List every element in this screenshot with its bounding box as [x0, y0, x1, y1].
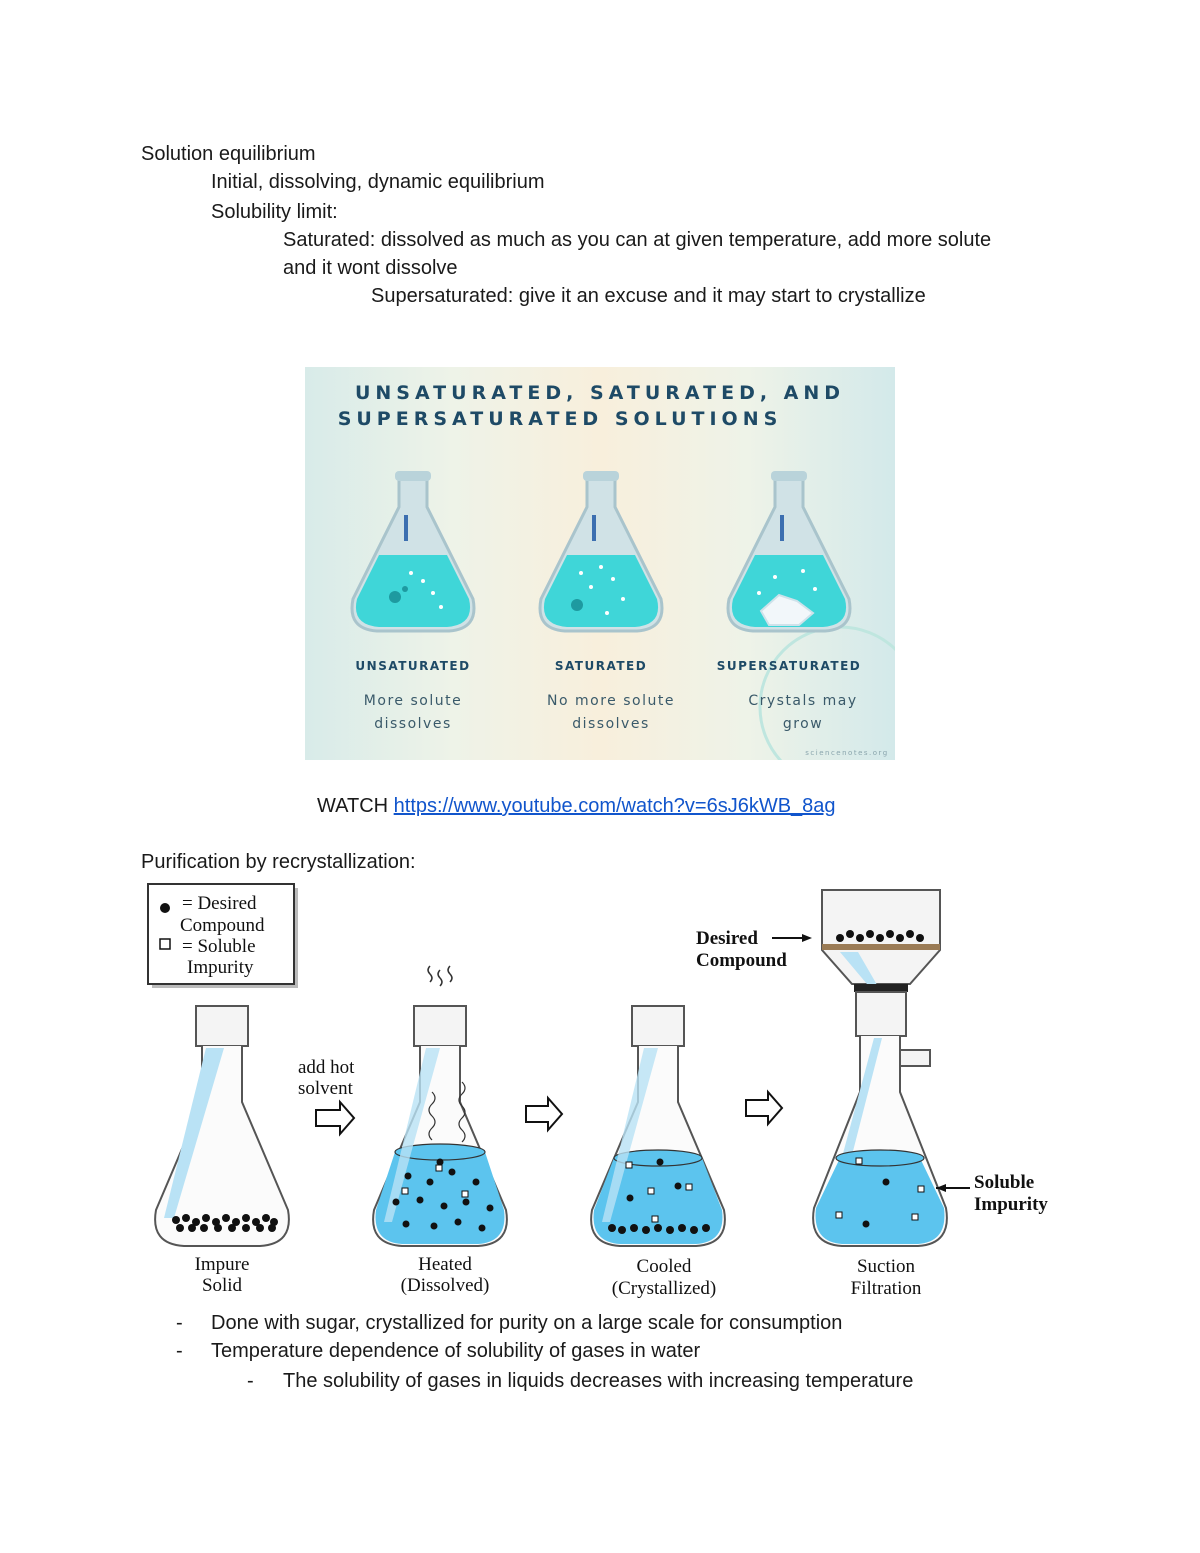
solutions-infographic — [305, 367, 895, 760]
legend-box — [148, 884, 298, 988]
legend-desired-2: Compound — [180, 915, 265, 936]
watch-label: WATCH — [317, 795, 389, 817]
flask-heated — [373, 966, 507, 1246]
bullet-marker: - — [176, 1340, 183, 1362]
flask-suction-filtration — [772, 890, 970, 1246]
bullet-marker: - — [247, 1370, 254, 1392]
flask-cooled — [591, 1006, 725, 1246]
step-3-label-1: Cooled — [636, 1256, 692, 1277]
saturated-desc-1: No more solute — [547, 693, 675, 709]
notes-line-supersaturated: Supersaturated: give it an excuse and it may start to crystallize — [371, 285, 926, 307]
legend-square-icon — [160, 939, 170, 949]
unsaturated-desc-2: dissolves — [374, 716, 452, 732]
notes-line-equilibrium: Initial, dissolving, dynamic equilibrium — [211, 171, 545, 193]
step-1-label-1: Impure — [194, 1254, 250, 1275]
legend-impurity-2: Impurity — [187, 957, 254, 978]
step-2-label-1: Heated — [418, 1254, 472, 1275]
desired-compound-label-2: Compound — [696, 950, 787, 971]
recrystallization-diagram — [140, 882, 1070, 1302]
watch-line — [317, 792, 836, 820]
supersaturated-label: SUPERSATURATED — [716, 659, 862, 673]
soluble-impurity-label-2: Impurity — [974, 1194, 1048, 1215]
notes-line-saturated: Saturated: dissolved as much as you can at given temperature, add more solute — [283, 229, 992, 251]
notes-heading: Solution equilibrium — [141, 143, 316, 165]
step-4-label-2: Filtration — [850, 1278, 922, 1299]
arrow-2-icon — [526, 1098, 562, 1130]
legend-desired-1: = Desired — [182, 893, 257, 914]
desired-compound-label-1: Desired — [696, 928, 758, 949]
infographic-title-line1: UNSATURATED, SATURATED, AND — [354, 382, 846, 404]
bullet-sugar: Done with sugar, crystallized for purity on a large scale for consumption — [211, 1312, 843, 1334]
soluble-impurity-label-1: Soluble — [974, 1172, 1035, 1193]
arrow-1-icon — [316, 1102, 354, 1134]
bullet-marker: - — [176, 1312, 183, 1334]
add-hot-label-2: solvent — [298, 1078, 353, 1099]
legend-dot-icon — [160, 903, 170, 913]
bullet-temperature: Temperature dependence of solubility of gases in water — [211, 1340, 701, 1362]
credit-text: sciencenotes.org — [805, 749, 889, 757]
notes-line-solubility-limit: Solubility limit: — [211, 201, 338, 223]
step-4-label-1: Suction — [856, 1256, 916, 1277]
add-hot-label-1: add hot — [298, 1057, 355, 1078]
supersaturated-desc-2: grow — [782, 716, 824, 732]
purification-heading: Purification by recrystallization: — [141, 851, 416, 873]
step-2-label-2: (Dissolved) — [400, 1275, 490, 1296]
step-3-label-2: (Crystallized) — [611, 1278, 717, 1299]
bullet-gas-solubility: The solubility of gases in liquids decreases with increasing temperature — [283, 1370, 914, 1392]
saturated-desc-2: dissolves — [572, 716, 650, 732]
steam-icon — [428, 966, 452, 986]
supersaturated-desc-1: Crystals may — [748, 693, 858, 709]
infographic-title-line2: SUPERSATURATED SOLUTIONS — [337, 408, 783, 430]
saturated-label: SATURATED — [554, 659, 648, 673]
unsaturated-desc-1: More solute — [363, 693, 463, 709]
notes-line-saturated-cont: and it wont dissolve — [283, 257, 458, 279]
unsaturated-label: UNSATURATED — [355, 659, 471, 673]
vacuum-port — [900, 1050, 930, 1066]
legend-impurity-1: = Soluble — [182, 936, 256, 957]
arrow-3-icon — [746, 1092, 782, 1124]
youtube-link[interactable]: https://www.youtube.com/watch?v=6sJ6kWB_8ag — [393, 795, 836, 817]
flask-impure-solid — [155, 1006, 289, 1246]
step-1-label-2: Solid — [201, 1275, 243, 1296]
